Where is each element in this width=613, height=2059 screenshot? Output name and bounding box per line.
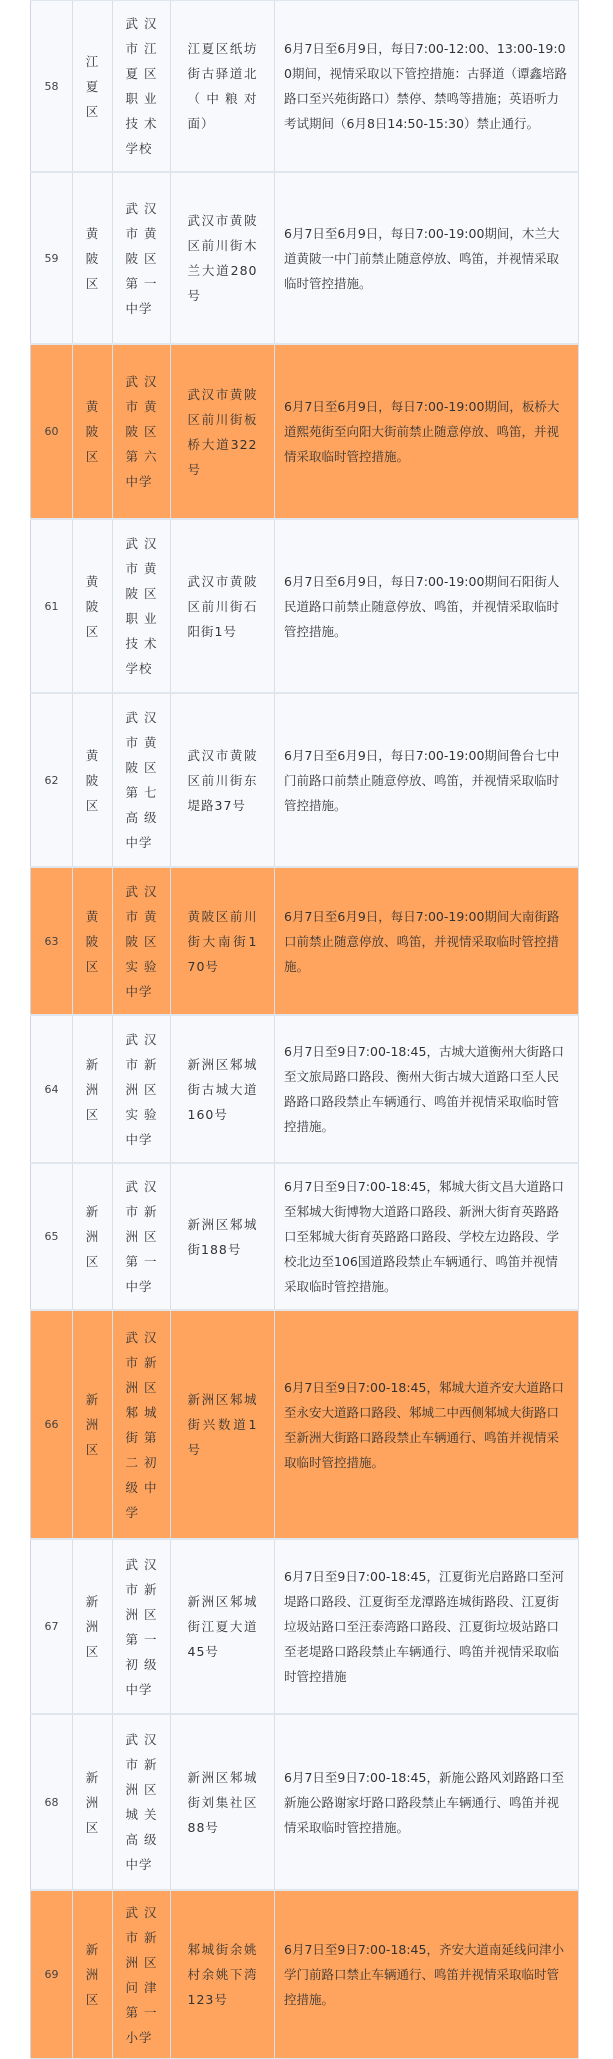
school-cell: 武汉市黄陂区第六中学 — [112, 345, 170, 518]
table-row-highlighted — [30, 1890, 579, 2059]
row-number: 69 — [30, 1891, 72, 2058]
school-cell: 武汉市新洲区问津第一小学 — [112, 1891, 170, 2058]
table-row — [30, 1015, 579, 1163]
district-cell: 新洲区 — [72, 1311, 112, 1538]
measures-cell: 6月7日至9日7:00-18:45，邾城大道齐安大道路口至永安大道路口路段、邾城二中西侧邾城大街路口至新洲大街路口路段禁止车辆通行、鸣笛并视情采取临时管控措施。 — [274, 1311, 579, 1538]
measures-cell: 6月7日至9日7:00-18:45，齐安大道南延线问津小学门前路口禁止车辆通行、鸣笛并视情采取临时管控措施。 — [274, 1891, 579, 2058]
address-cell: 武汉市黄陂区前川街石阳街1号 — [170, 520, 274, 692]
school-cell: 武汉市新洲区城关高级中学 — [112, 1715, 170, 1889]
address-cell: 新洲区邾城街江夏大道45号 — [170, 1540, 274, 1713]
table-row — [30, 1163, 579, 1310]
school-cell: 武汉市新洲区实验中学 — [112, 1016, 170, 1162]
district-cell: 新洲区 — [72, 1164, 112, 1309]
row-number: 68 — [30, 1715, 72, 1889]
district-cell: 黄陂区 — [72, 520, 112, 692]
table-row — [30, 0, 579, 172]
school-cell: 武汉市新洲区第一中学 — [112, 1164, 170, 1309]
measures-cell: 6月7日至6月9日，每日7:00-12:00、13:00-19:00期间，视情采取以下管控措施：古驿道（谭鑫培路路口至兴苑街路口）禁停、禁鸣等措施；英语听力考试期间（6月8日14:50-15:30）禁止通行。 — [274, 1, 579, 171]
address-cell: 武汉市黄陂区前川街木兰大道280号 — [170, 173, 274, 343]
table-row-highlighted — [30, 1310, 579, 1539]
table-row — [30, 1539, 579, 1714]
school-cell: 武汉市黄陂区第七高级中学 — [112, 694, 170, 866]
measures-cell: 6月7日至6月9日，每日7:00-19:00期间石阳街人民道路口前禁止随意停放、鸣笛，并视情采取临时管控措施。 — [274, 520, 579, 692]
row-number: 64 — [30, 1016, 72, 1162]
row-number: 62 — [30, 694, 72, 866]
district-cell: 新洲区 — [72, 1540, 112, 1713]
district-cell: 新洲区 — [72, 1715, 112, 1889]
row-number: 65 — [30, 1164, 72, 1309]
row-number: 59 — [30, 173, 72, 343]
district-cell: 黄陂区 — [72, 868, 112, 1014]
address-cell: 新洲区邾城街刘集社区88号 — [170, 1715, 274, 1889]
table-row — [30, 1714, 579, 1890]
measures-cell: 6月7日至9日7:00-18:45，邾城大街文昌大道路口至邾城大街博物大道路口路段、新洲大街育英路路口至邾城大街育英路路口路段、学校左边路段、学校北边至106国道路段禁止车辆通行、鸣笛并视情采取临时管控措施。 — [274, 1164, 579, 1309]
school-cell: 武汉市黄陂区职业技术学校 — [112, 520, 170, 692]
table-row-highlighted — [30, 344, 579, 519]
address-cell: 武汉市黄陂区前川街东堤路37号 — [170, 694, 274, 866]
district-cell: 黄陂区 — [72, 345, 112, 518]
measures-cell: 6月7日至6月9日，每日7:00-19:00期间，木兰大道黄陂一中门前禁止随意停放、鸣笛，并视情采取临时管控措施。 — [274, 173, 579, 343]
district-cell: 新洲区 — [72, 1891, 112, 2058]
address-cell: 武汉市黄陂区前川街板桥大道322号 — [170, 345, 274, 518]
school-cell: 武汉市新洲区邾城街第二初级中学 — [112, 1311, 170, 1538]
school-cell: 武汉市江夏区职业技术学校 — [112, 1, 170, 171]
address-cell: 邾城街余姚村余姚下湾123号 — [170, 1891, 274, 2058]
address-cell: 新洲区邾城街188号 — [170, 1164, 274, 1309]
measures-cell: 6月7日至6月9日，每日7:00-19:00期间鲁台七中门前路口前禁止随意停放、鸣笛，并视情采取临时管控措施。 — [274, 694, 579, 866]
district-cell: 新洲区 — [72, 1016, 112, 1162]
measures-cell: 6月7日至6月9日，每日7:00-19:00期间大南街路口前禁止随意停放、鸣笛，并视情采取临时管控措施。 — [274, 868, 579, 1014]
table-row-highlighted — [30, 867, 579, 1015]
district-cell: 黄陂区 — [72, 173, 112, 343]
school-cell: 武汉市新洲区第一初级中学 — [112, 1540, 170, 1713]
measures-cell: 6月7日至9日7:00-18:45，古城大道衡州大街路口至文旅局路口路段、衡州大街古城大道路口至人民路路口路段禁止车辆通行、鸣笛并视情采取临时管控措施。 — [274, 1016, 579, 1162]
row-number: 67 — [30, 1540, 72, 1713]
table-row — [30, 519, 579, 693]
school-cell: 武汉市黄陂区实验中学 — [112, 868, 170, 1014]
row-number: 60 — [30, 345, 72, 518]
address-cell: 江夏区纸坊街古驿道北（中粮对面） — [170, 1, 274, 171]
address-cell: 新洲区邾城街兴数道1号 — [170, 1311, 274, 1538]
row-number: 63 — [30, 868, 72, 1014]
measures-cell: 6月7日至9日7:00-18:45，江夏街光启路路口至河堤路口路段、江夏街至龙潭路连城街路段、江夏街垃圾站路口至汪泰湾路口路段、江夏街垃圾站路口至老堤路口路段禁止车辆通行、鸣笛并视情采取临时管控措施 — [274, 1540, 579, 1713]
address-cell: 黄陂区前川街大南街170号 — [170, 868, 274, 1014]
district-cell: 江夏区 — [72, 1, 112, 171]
table-row — [30, 693, 579, 867]
row-number: 66 — [30, 1311, 72, 1538]
measures-cell: 6月7日至6月9日，每日7:00-19:00期间，板桥大道熙苑街至向阳大街前禁止随意停放、鸣笛，并视情采取临时管控措施。 — [274, 345, 579, 518]
table-row — [30, 172, 579, 344]
measures-cell: 6月7日至9日7:00-18:45，新施公路风刘路路口至新施公路谢家圩路口路段禁止车辆通行、鸣笛并视情采取临时管控措施。 — [274, 1715, 579, 1889]
district-cell: 黄陂区 — [72, 694, 112, 866]
address-cell: 新洲区邾城街古城大道160号 — [170, 1016, 274, 1162]
school-cell: 武汉市黄陂区第一中学 — [112, 173, 170, 343]
row-number: 61 — [30, 520, 72, 692]
row-number: 58 — [30, 1, 72, 171]
